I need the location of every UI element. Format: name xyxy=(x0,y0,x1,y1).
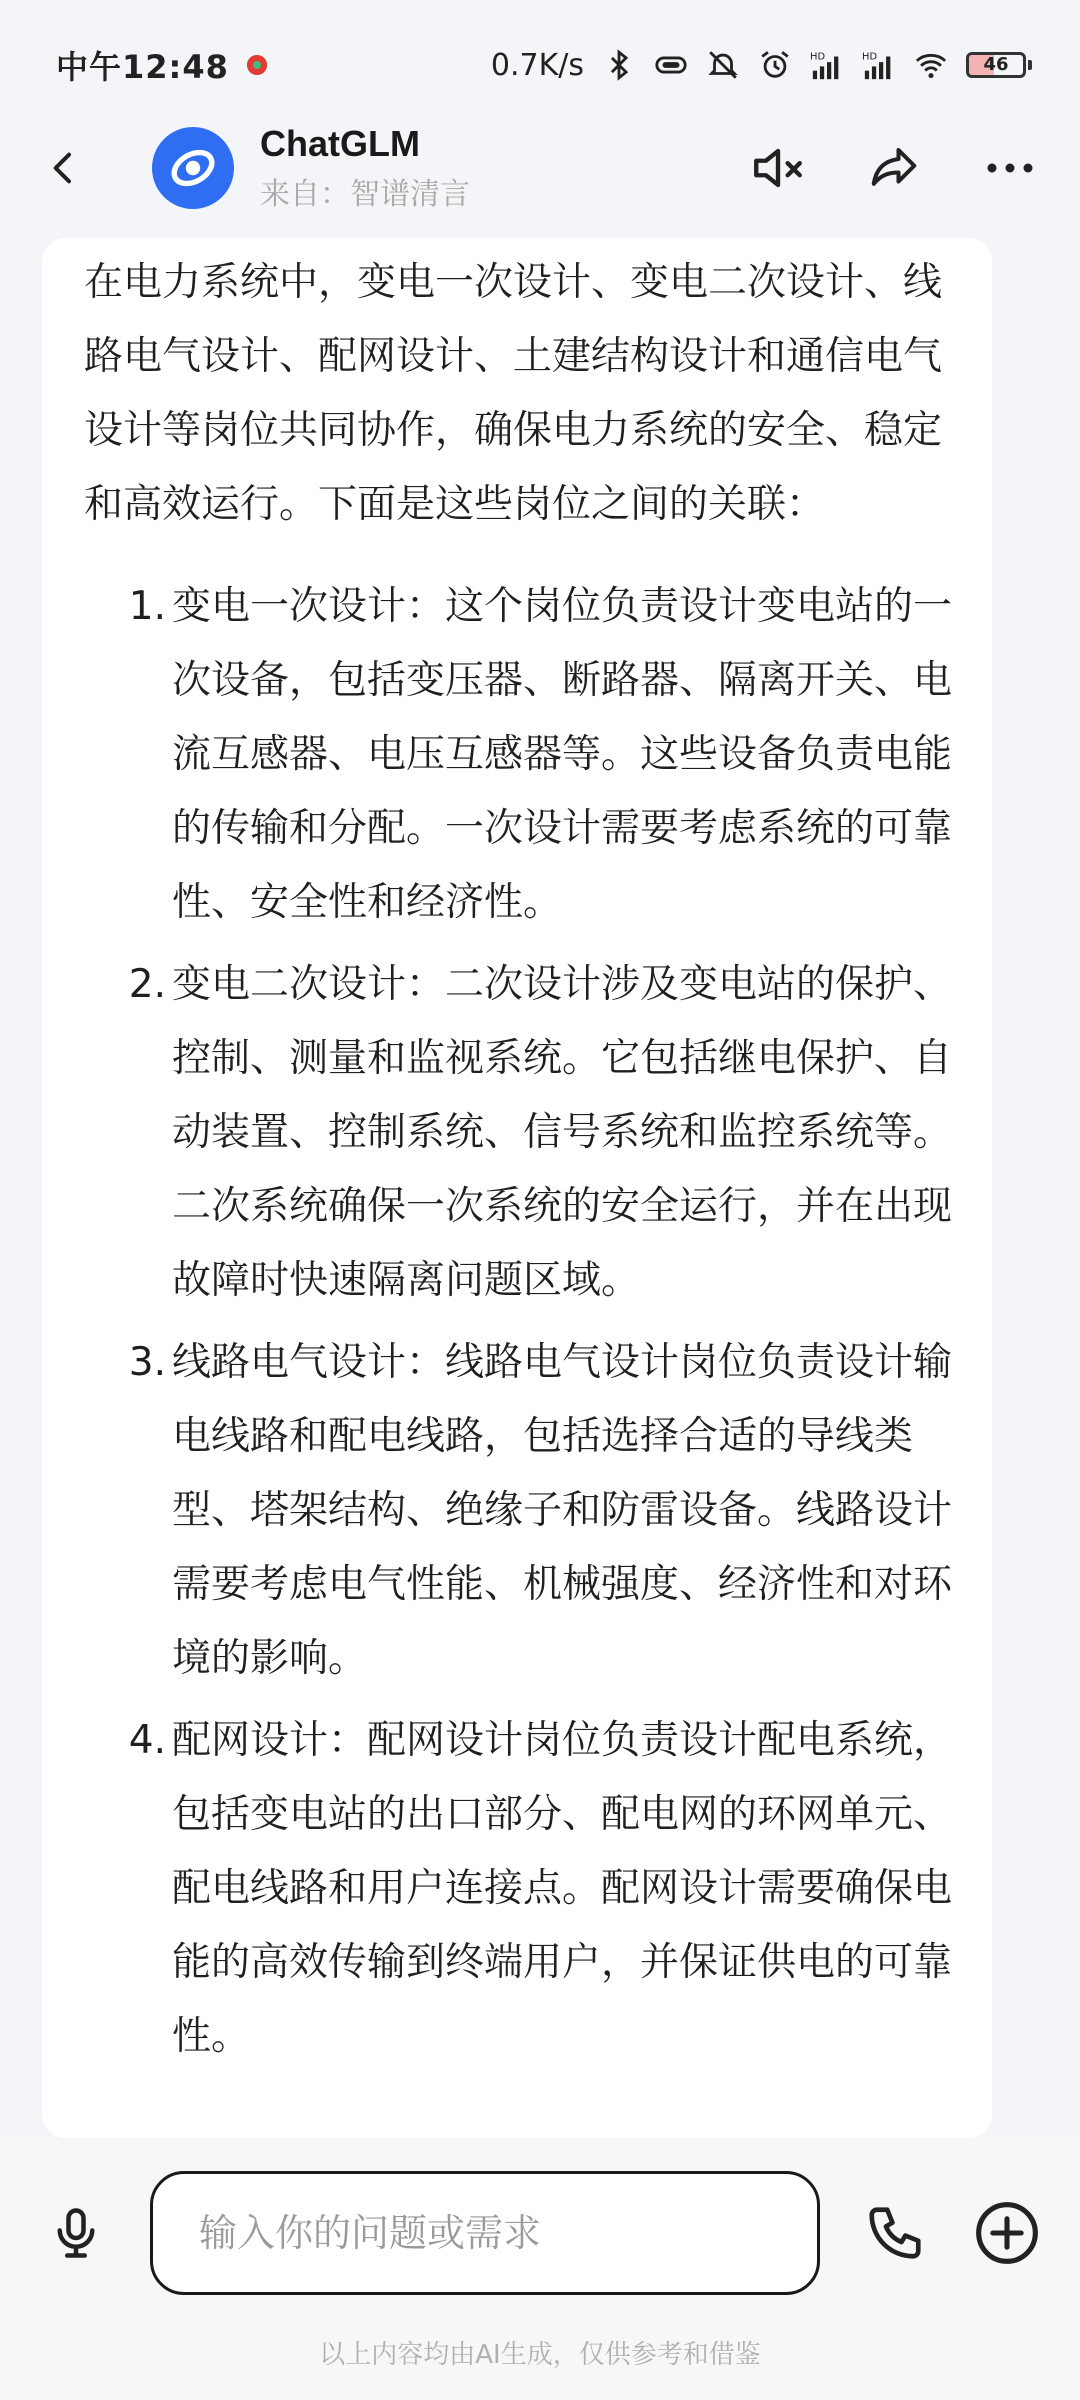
chatglm-logo-icon xyxy=(166,141,220,195)
list-item-number: 1. xyxy=(128,584,166,629)
header-actions xyxy=(748,138,1040,198)
svg-text:HD: HD xyxy=(862,51,878,63)
phone-call-icon xyxy=(864,2202,926,2264)
bottom-input-bar xyxy=(0,2138,1080,2400)
voice-call-button[interactable] xyxy=(860,2198,930,2268)
status-time: 中午12:48 xyxy=(56,48,229,86)
list-item-text: 变电二次设计：二次设计涉及变电站的保护、控制、测量和监视系统。它包括继电保护、自动装置、控制系统、信号系统和监控系统等。二次系统确保一次系统的安全运行，并在出现故障时快速隔离问题区域。 xyxy=(172,962,953,1303)
status-left xyxy=(56,42,267,88)
battery-icon xyxy=(966,52,1032,78)
wifi-icon xyxy=(914,48,948,82)
ai-message-card xyxy=(42,238,992,2138)
alarm-icon xyxy=(758,48,792,82)
list-item xyxy=(84,1326,952,1696)
mute-audio-button[interactable] xyxy=(748,138,808,198)
vibrate-icon xyxy=(654,48,688,82)
microphone-icon xyxy=(46,2203,106,2263)
battery-body xyxy=(966,52,1026,78)
list-item xyxy=(84,1704,952,2074)
recording-dot-icon xyxy=(247,55,267,75)
hd-signal-icon xyxy=(810,48,844,82)
net-speed: 0.7K/s xyxy=(490,47,584,83)
svg-text:HD: HD xyxy=(810,51,826,63)
back-button[interactable] xyxy=(44,138,104,198)
more-button[interactable] xyxy=(980,138,1040,198)
add-attachment-button[interactable] xyxy=(972,2198,1042,2268)
list-item xyxy=(84,948,952,1318)
message-list xyxy=(84,570,952,2074)
avatar xyxy=(152,127,234,209)
input-row xyxy=(0,2168,1080,2298)
page-source: 来自：智谱清言 xyxy=(260,177,470,212)
speaker-mute-icon xyxy=(749,139,807,197)
more-dots-icon xyxy=(983,141,1037,195)
voice-input-button[interactable] xyxy=(44,2201,108,2265)
chat-header xyxy=(0,118,1080,218)
mute-icon xyxy=(706,48,740,82)
back-arrow-icon xyxy=(44,148,84,188)
list-item-text: 变电一次设计：这个岗位负责设计变电站的一次设备，包括变压器、断路器、隔离开关、电流互感器、电压互感器等。这些设备负责电能的传输和分配。一次设计需要考虑系统的可靠性、安全性和经济性。 xyxy=(172,584,953,925)
hd-signal-icon xyxy=(862,48,896,82)
message-content xyxy=(42,238,992,2074)
ai-disclaimer: 以上内容均由AI生成，仅供参考和借鉴 xyxy=(319,2340,761,2370)
list-item-number: 4. xyxy=(128,1718,166,1763)
title-block xyxy=(260,123,470,213)
list-item-text: 线路电气设计：线路电气设计岗位负责设计输电线路和配电线路，包括选择合适的导线类型、塔架结构、绝缘子和防雷设备。线路设计需要考虑电气性能、机械强度、经济性和对环境的影响。 xyxy=(172,1340,953,1681)
share-button[interactable] xyxy=(864,138,924,198)
bluetooth-icon xyxy=(602,48,636,82)
share-icon xyxy=(867,141,921,195)
page-title: ChatGLM xyxy=(260,123,420,164)
list-item-number: 2. xyxy=(128,962,166,1007)
message-intro: 在电力系统中，变电一次设计、变电二次设计、线路电气设计、配网设计、土建结构设计和通信电气设计等岗位共同协作，确保电力系统的安全、稳定和高效运行。下面是这些岗位之间的关联： xyxy=(84,260,943,527)
plus-circle-icon xyxy=(973,2199,1041,2267)
question-input-box[interactable] xyxy=(150,2171,820,2295)
question-input[interactable] xyxy=(197,2210,773,2256)
status-bar xyxy=(0,0,1080,130)
list-item-number: 3. xyxy=(128,1340,166,1385)
list-item xyxy=(84,570,952,940)
status-right xyxy=(491,48,1032,83)
battery-tip xyxy=(1028,60,1032,70)
list-item-text: 配网设计：配网设计岗位负责设计配电系统，包括变电站的出口部分、配电网的环网单元、配电线路和用户连接点。配网设计需要确保电能的高效传输到终端用户，并保证供电的可靠性。 xyxy=(172,1718,953,2059)
battery-level: 46 xyxy=(983,54,1009,75)
